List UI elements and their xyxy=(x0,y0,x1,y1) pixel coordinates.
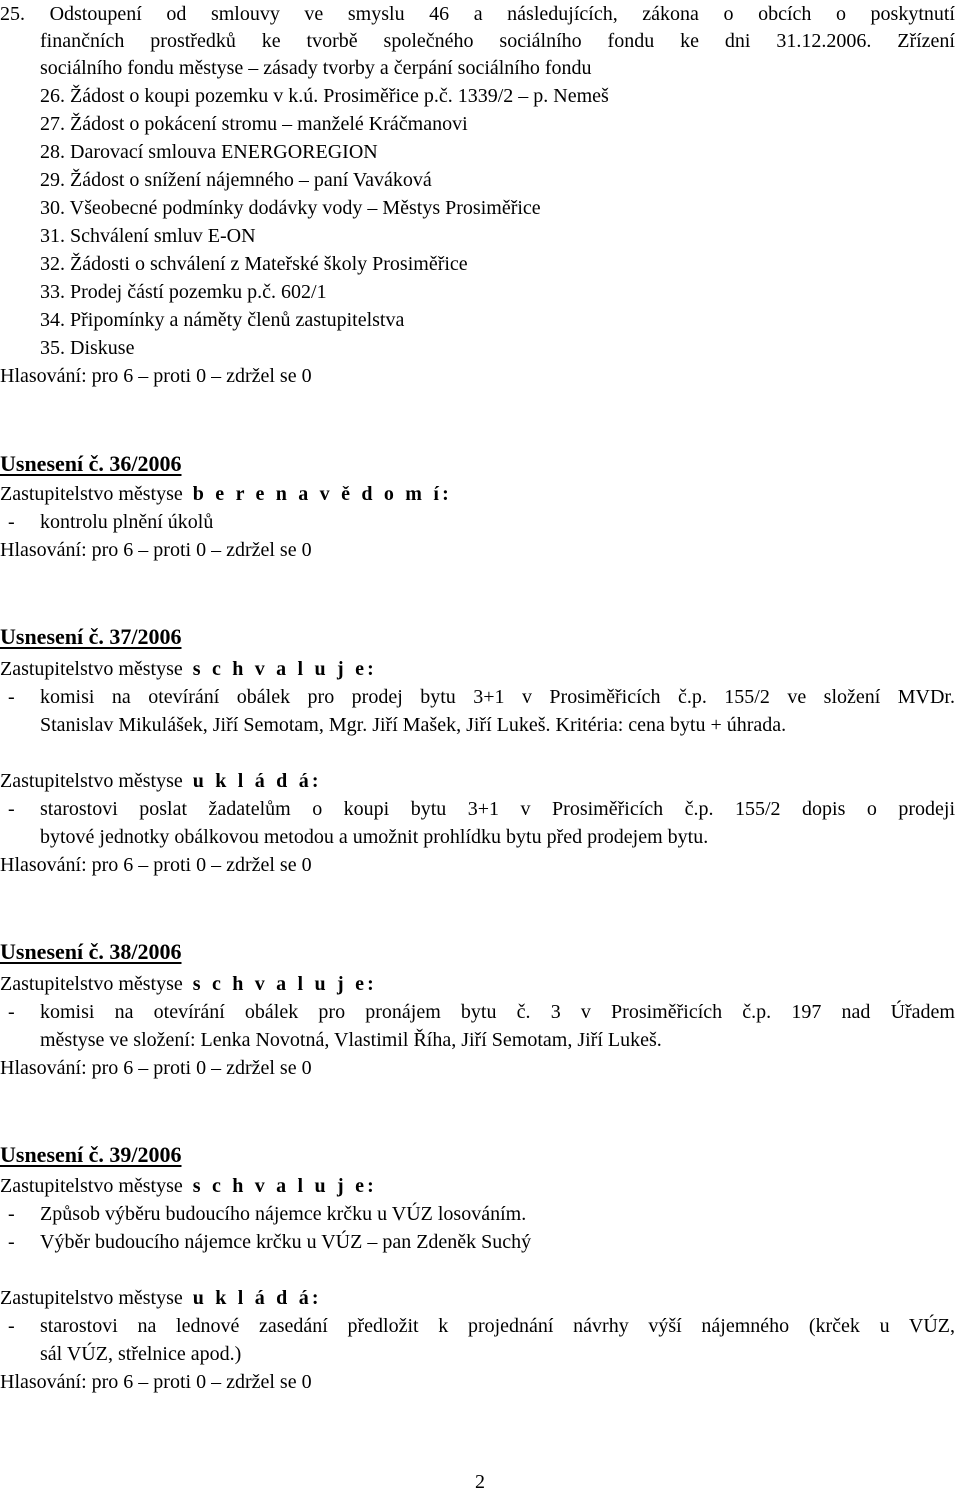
agenda-item-32: 32. Žádosti o schválení z Mateřské školy Prosiměřice xyxy=(40,253,468,275)
resolution-39-intro2 xyxy=(0,1284,322,1312)
resolution-37-item2-cont: bytové jednotky obálkovou metodou a umožnit prohlídku bytu před prodejem bytu. xyxy=(40,826,709,848)
agenda-item-25: 25. Odstoupení od smlouvy ve smyslu 46 a následujících, zákona o obcích o poskytnutí xyxy=(0,3,955,25)
resolution-37-intro2 xyxy=(0,767,322,795)
item-text: kontrolu plnění úkolů xyxy=(40,511,214,533)
dash: - xyxy=(8,686,15,708)
resolution-38-item1 xyxy=(0,998,955,1026)
verb-uklada: u k l á d á: xyxy=(192,770,322,792)
council-label: Zastupitelstvo městyse xyxy=(0,973,183,995)
item-text: Výběr budoucího nájemce krčku u VÚZ – pan Zdeněk Suchý xyxy=(40,1231,532,1253)
resolution-39-item3 xyxy=(0,1312,955,1340)
vote-36: Hlasování: pro 6 – proti 0 – zdržel se 0 xyxy=(0,539,312,561)
dash: - xyxy=(8,1315,15,1337)
dash: - xyxy=(8,1203,15,1225)
agenda-item-30: 30. Všeobecné podmínky dodávky vody – Městys Prosiměřice xyxy=(40,197,541,219)
resolution-37-heading: Usnesení č. 37/2006 xyxy=(0,624,182,649)
agenda-item-29: 29. Žádost o snížení nájemného – paní Vaváková xyxy=(40,169,432,191)
resolution-38-intro xyxy=(0,970,377,998)
dash: - xyxy=(8,511,15,533)
resolution-36-heading: Usnesení č. 36/2006 xyxy=(0,451,182,476)
vote-39: Hlasování: pro 6 – proti 0 – zdržel se 0 xyxy=(0,1371,312,1393)
resolution-39-item3-cont: sál VÚZ, střelnice apod.) xyxy=(40,1343,242,1365)
dash: - xyxy=(8,798,15,820)
vote-agenda: Hlasování: pro 6 – proti 0 – zdržel se 0 xyxy=(0,365,312,387)
dash: - xyxy=(8,1001,15,1023)
resolution-37-item1-cont: Stanislav Mikulášek, Jiří Semotam, Mgr. Jiří Mašek, Jiří Lukeš. Kritéria: cena bytu + úhrada. xyxy=(40,714,787,736)
verb-schvaluje: s c h v a l u j e: xyxy=(192,1175,378,1197)
resolution-38-heading: Usnesení č. 38/2006 xyxy=(0,939,182,964)
agenda-item-31: 31. Schválení smluv E-ON xyxy=(40,225,256,247)
vote-37: Hlasování: pro 6 – proti 0 – zdržel se 0 xyxy=(0,854,312,876)
item-text: komisi na otevírání obálek pro prodej bytu 3+1 v Prosiměřicích č.p. 155/2 ve složení MVDr. xyxy=(40,686,955,708)
item-text: Způsob výběru budoucího nájemce krčku u VÚZ losováním. xyxy=(40,1203,527,1225)
resolution-37-item2 xyxy=(0,795,955,823)
resolution-39-heading: Usnesení č. 39/2006 xyxy=(0,1142,182,1167)
agenda-item-27: 27. Žádost o pokácení stromu – manželé Kráčmanovi xyxy=(40,113,468,135)
resolution-39-intro xyxy=(0,1172,377,1200)
agenda-item-25-cont2: sociálního fondu městyse – zásady tvorby a čerpání sociálního fondu xyxy=(40,57,592,79)
council-label: Zastupitelstvo městyse xyxy=(0,770,183,792)
agenda-item-28: 28. Darovací smlouva ENERGOREGION xyxy=(40,141,378,163)
verb-schvaluje: s c h v a l u j e: xyxy=(192,973,378,995)
item-text: starostovi na lednové zasedání předložit k projednání návrhy výší nájemného (krček u VÚZ, xyxy=(40,1315,955,1337)
item-text: starostovi poslat žadatelům o koupi bytu 3+1 v Prosiměřicích č.p. 155/2 dopis o prodeji xyxy=(40,798,955,820)
agenda-item-35: 35. Diskuse xyxy=(40,337,135,359)
council-label: Zastupitelstvo městyse xyxy=(0,1287,183,1309)
page-number: 2 xyxy=(475,1471,485,1493)
item-text: komisi na otevírání obálek pro pronájem bytu č. 3 v Prosiměřicích č.p. 197 nad Úřadem xyxy=(40,1001,955,1023)
resolution-37-intro xyxy=(0,655,377,683)
agenda-item-33: 33. Prodej částí pozemku p.č. 602/1 xyxy=(40,281,327,303)
verb-schvaluje: s c h v a l u j e: xyxy=(192,658,378,680)
resolution-37-item1 xyxy=(0,683,955,711)
council-label: Zastupitelstvo městyse xyxy=(0,483,183,505)
agenda-item-25-cont: finančních prostředků ke tvorbě společného sociálního fondu ke dni 31.12.2006. Zřízení xyxy=(40,30,955,52)
agenda-item-26: 26. Žádost o koupi pozemku v k.ú. Prosiměřice p.č. 1339/2 – p. Nemeš xyxy=(40,85,609,107)
council-label: Zastupitelstvo městyse xyxy=(0,1175,183,1197)
council-label: Zastupitelstvo městyse xyxy=(0,658,183,680)
resolution-36-intro xyxy=(0,480,452,508)
dash: - xyxy=(8,1231,15,1253)
resolution-38-item1-cont: městyse ve složení: Lenka Novotná, Vlastimil Říha, Jiří Semotam, Jiří Lukeš. xyxy=(40,1029,662,1051)
agenda-item-34: 34. Připomínky a náměty členů zastupitelstva xyxy=(40,309,405,331)
verb-bere: b e r e n a v ě d o m í: xyxy=(192,483,452,505)
vote-38: Hlasování: pro 6 – proti 0 – zdržel se 0 xyxy=(0,1057,312,1079)
verb-uklada: u k l á d á: xyxy=(192,1287,322,1309)
